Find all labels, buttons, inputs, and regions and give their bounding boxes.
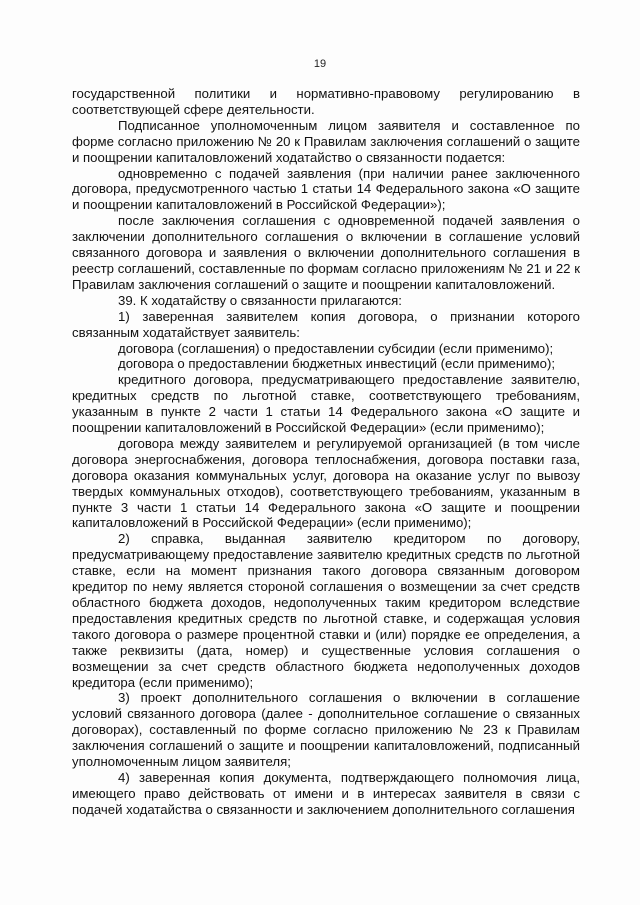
paragraph: Подписанное уполномоченным лицом заявителя и составленное по форме согласно приложению № 20 к Правилам заключения соглашений о защите и поощрении капиталовложений ходатайство о связанности подается:: [72, 117, 580, 165]
page-number: 19: [313, 58, 327, 70]
paragraph: договора (соглашения) о предоставлении субсидии (если применимо);: [118, 340, 554, 356]
paragraph: договора о предоставлении бюджетных инвестиций (если применимо);: [118, 356, 555, 372]
paragraph: государственной политики и нормативно-правовому регулированию в соответствующей сфере деятельности.: [72, 86, 580, 117]
paragraph: 2) справка, выданная заявителю кредитором по договору, предусматривающему предоставление заявителю кредитных средств по льготной ставке, если на момент признания такого договора связанным договором кредитор по нему является стороной соглашения о возмещении за счет средств областного бюджета доходов, недополученных таким кредитором вследствие предоставления кредитных средств по льготной ставке, и содержащая условия такого договора о размере процентной ставки и (или) порядке ее определения, а также реквизиты (дата, номер) и существенные условия соглашения о возмещении за счет средств областного бюджета недополученных доходов кредитора (если применимо);: [72, 531, 580, 690]
paragraph: 4) заверенная копия документа, подтверждающего полномочия лица, имеющего право действовать от имени и в интересах заявителя в связи с подачей ходатайства о связанности и заключением дополнительного соглашения: [72, 769, 580, 817]
paragraph: 1) заверенная заявителем копия договора, о признании которого связанным ходатайствует заявитель:: [72, 308, 580, 340]
paragraph: договора между заявителем и регулируемой организацией (в том числе договора энергоснабжения, договора теплоснабжения, договора поставки газа, договора оказания коммунальных услуг, договора на оказание услуг по вывозу твердых коммунальных отходов), соответствующего требованиям, указанным в пункте 3 части 1 статьи 14 Федерального закона «О защите и поощрении капиталовложений в Российской Федерации» (если применимо);: [72, 435, 580, 531]
paragraph: одновременно с подачей заявления (при наличии ранее заключенного договора, предусмотренного частью 1 статьи 14 Федерального закона «О защите и поощрении капиталовложений в Российской Федерации»);: [72, 165, 580, 213]
paragraph: кредитного договора, предусматривающего предоставление заявителю, кредитных средств по льготной ставке, соответствующего требованиям, указанным в пункте 2 части 1 статьи 14 Федерального закона «О защите и поощрении капиталовложений в Российской Федерации» (если применимо);: [72, 372, 580, 436]
document-body: [72, 86, 580, 818]
paragraph: после заключения соглашения с одновременной подачей заявления о заключении дополнительного соглашения о включении в соглашение условий связанного договора и заявления о включении дополнительного соглашения в реестр соглашений, составленные по формам согласно приложениям № 21 и 22 к Правилам заключения соглашений о защите и поощрении капиталовложений.: [72, 213, 580, 292]
paragraph: 3) проект дополнительного соглашения о включении в соглашение условий связанного договора (далее - дополнительное соглашение о связанных договорах), составленный по форме согласно приложению № 23 к Правилам заключения соглашений о защите и поощрении капиталовложений, подписанный уполномоченным лицом заявителя;: [72, 690, 580, 770]
paragraph: 39. К ходатайству о связанности прилагаются:: [118, 292, 402, 308]
